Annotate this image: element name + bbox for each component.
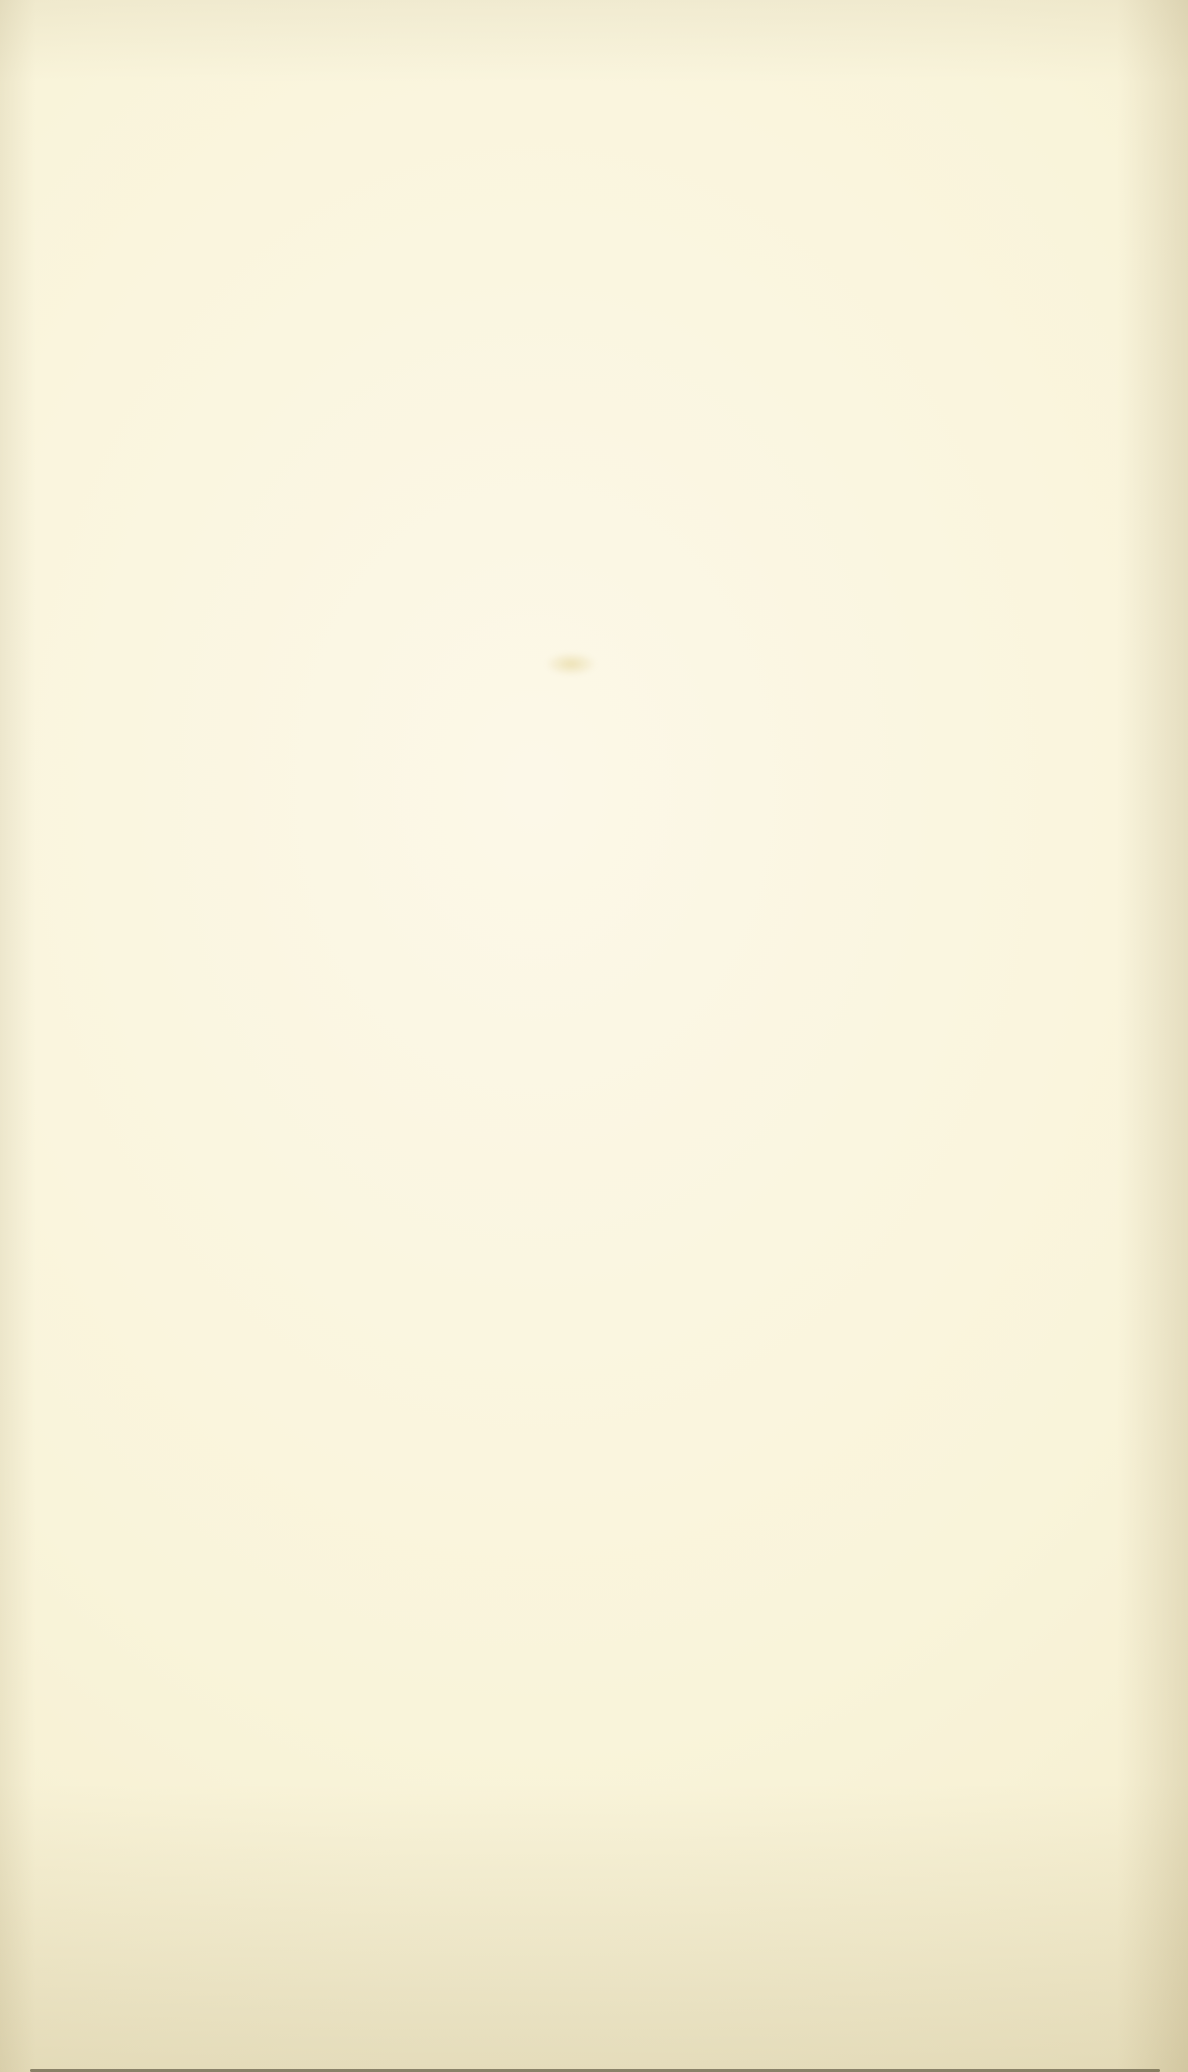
text-block <box>228 210 1055 439</box>
catchword <box>228 388 1055 440</box>
section-heading <box>228 272 1055 324</box>
ink-smudge <box>545 652 597 676</box>
